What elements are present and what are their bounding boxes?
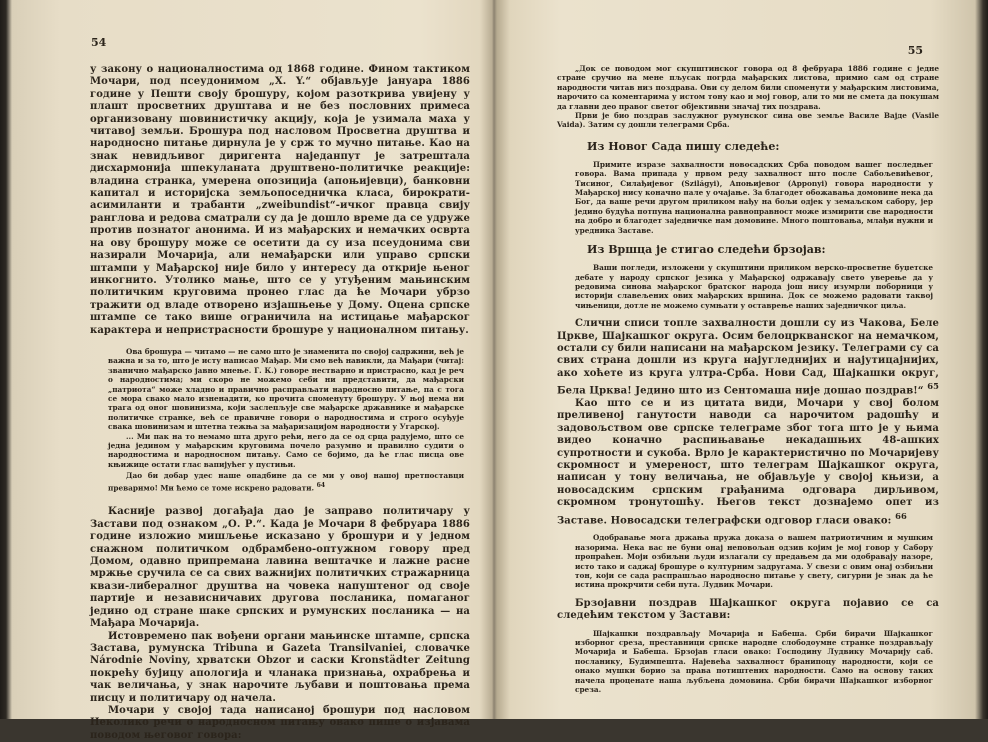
heading-novi-sad: Из Новог Сада пишу следеће: <box>587 139 780 153</box>
paragraph-as-seen-text: Као што се и из цитата види, Мочари у свој болом преливеној ганутости наводи са нарочитом радошћу и задовољством ове српске телеграме због тога што је у њима видео коначно распињавање некадашњих 48-ашких супротности и сукоба. Врло је карактеристично по Мочаријеву скромност и умереност, што телеграм Шајкашког округа, написан у тону величања, не објављује у својој књизи, а новосадским српским грађанима одговара дирљивом, скромном тронутошћу. Његов текст дознајемо опет из Заставе. Новосадски телеграфски одговор гласи овако: <box>557 397 939 526</box>
quote-sajkaska: Шајкашки поздрављају Мочарија и Бабеша. Срби бирачи Шајкашког изборног среза, преставници српске народне слободоумне странке поздрављају Мочарија и Бабеша. Брзојав гласи овако: Господину Лудвику Мочарију саб. посланику, Будимпешта. Најевећа захвалност бранипоцу народности, који се онако мушки борио за права потиштених народности. Само на основу таких начела проценате наша љубљена домовина. Срби бирачи Шајкашког изборног среза. <box>575 628 933 694</box>
left-text-column <box>90 64 470 742</box>
right-page <box>497 0 975 719</box>
paragraph-similar-letters-text: Слични списи топле захвалности дошли су из Чакова, Беле Цркве, Шајкашког округа. Осим белоцркванског на немачком, остали су били написани на мађарском језику. Телеграми су са свих страна дошли из круга најугледнијих и најутицајнијих, ако хоћете из круга ултра-Срба. Нови Сад, Шајкашки округ, Бела Црква! Једино што из Сентомаша није дошао поздрав!“ <box>557 318 939 397</box>
quote-paragraph-3-text: Дао би добар удес наше опадбине да се ми у овој нашој претпоставци преваримо! Ми ћемо се томе искрено радовати. <box>108 471 464 493</box>
page-number-right: 55 <box>907 44 923 57</box>
heading-sajkaska-telegram: Брзојавни поздрав Шајкашког округа појавио се са следећим текстом у Застави: <box>557 597 939 622</box>
quote-paragraph-2: ... Ми пак на то немамо шта друго рећи, него да се од срца радујемо, што се једна једином у мађарским круговима почело разумно и правилно судити о народностима и народносном питању. Само се бојимо, да ће глас писца ове књижице остати глас вапијућег у пустињи. <box>108 431 464 469</box>
right-text-column <box>557 64 939 694</box>
left-page <box>12 0 492 741</box>
paragraph-as-seen <box>557 398 939 527</box>
left-paragraph-3: Истовремено пак вођени органи мањинске штампе, српска Застава, румунска Tribuna и Gazeta Transilvaniei, словачке Národnie Noviny, хрватски Obzor и саски Kronstädter Zeitung покрећу бујицу апологија и чланака признања, охрабрења и чак величања, у знак нарочите љубави и поштовања према писцу и политичару од начела. <box>90 630 470 704</box>
paragraph-vaida: Први је био поздрав заслужног румунског сина ове земље Василе Вајде (Vasile Vaida). Затим су дошли телеграми Срба. <box>557 111 939 130</box>
quote-paragraph-1: Ова брошура — читамо — не само што је знаменита по својој садржини, већ је важна и за то, што је исту написао Мађар. Ми смо већ навикли, да Мађари (читај: званично мађарско јавно мнење. Г. К.) говоре нестварно и пристрасно, кад је реч о народностима; ми скоро не можемо себи ни представити, да мађарски „патриота“ може хладно и правично расправљати народносно питање, па с тога се мора свако мало изненадити, ко прочита споменуту брошуру. У њој нема ни трага од оног шовинизма, који заслепљује све мађарске државнике и мађарске политичке странке, већ се правичне говори о народностима и строго осуђује свака шовинизам и штетна тежња за мађаризацијом народности у Угарској. <box>108 346 464 432</box>
paragraph-similar-letters <box>557 318 939 398</box>
left-quote-block <box>90 347 470 493</box>
footnote-marker-64: 64 <box>316 481 326 489</box>
page-number-left: 54 <box>91 36 107 49</box>
heading-vrsac: Из Вршца је стигао следећи брзојав: <box>587 243 826 257</box>
left-paragraph-1: у закону о националностима од 1868 године. Фином тактиком Мочари, под псеудонимом „X. Y.“ објављује јануара 1886 године у Пешти своју брошуру, којом разоткрива увијену у плашт просветних друштава и не без пословних примеса организовану шовинистичку акцију, која је узимала маха у читавој земљи. Брошура под насловом Просветна друштва и народносно питање дирнула је у срж то мучно питање. Као на знак невидљивог диригента наједанпут је затрештала дисхармонија шпекуланата друштвено-политичке реакције: владина странка, умерена опозиција (апоњијевци), банковни капитал и историјска земљопоседничка класа, бирократи-асимиланти и трабанти „zweibundist“-ичког правца свију ранглова и редова сматрали су да је дошло време да се удруже против познатог анонима. И из мађарских и немачких осврта на ову брошуру може се осетити да су иза псеудонима сви назирали Мочарија, али немађарски или управо српски штампи у Мађарској није било у интересу да открије њеног инкогнито. Утолико мање, што се у утуђеним мањинским политичким круговима пронео глас да ће Мочари убрзо тражити од владе отворено изјашњење у Дому. Оцена српске штампе се тако више ограничила на истицање мађарског карактера и непристрасности брошуре у национaлном питању. <box>90 64 470 336</box>
left-paragraph-2: Касније развој догађаја дао је заправо политичару у Застави под ознаком „О. Р.“. Када је Мочари 8 фебруара 1886 године изложио мишљење исказано у брошури и у једном снажном политичком одбрамбено-оптужном говору пред Домом, одавно припремана лавина вештачке и лажне расне мржње сручила се са свих важнијих политичких стражарница квази-либералног друштва на човека напуштеног од своје партије и независничавих другова посланика, помаганог једино од стране шаке српских и румунских посланика — на Мађара Мочарија. <box>90 506 470 630</box>
quote-speech-reactions: „Док се поводом мог скупштинског говора од 8 фебруара 1886 године с једне стране сручио на мене пљусак погрда мађарских листова, примио сам од стране народности читав низ поздрава. Ови су делом били споменути у мађарским листовима, нарочито са коментарима у истом тону као и мој говор, али то ми не смета да покушам да главни део правог светог објективни значај тих поздрава. <box>557 64 939 111</box>
footnote-marker-66: 66 <box>895 510 907 521</box>
quote-reply-telegram: Одобравање мога држања пружа доказа о вашем патриотичним и мушким назорима. Нека вас не буни онај неповољан одзив којим је мој говор у Сабору пропраћен. Моји озбиљни људи излагали су предањем да ми одобравају назоре, исто тако и саджај брошуре о културним задругама. У свези с овим онај озбиљни тон, који се сада распрашљао народносно питање у свету, сигурни је знак да ће истина прокрчити себи пута. Лудвик Мочари. <box>575 533 933 590</box>
quote-paragraph-3 <box>108 471 464 492</box>
quote-novi-sad: Примите изразе захвалности новосадских Срба поводом вашег последњег говора. Вама припада у првом реду захвалност што после Сабољевићевог, Тисиног, Силађијевог (Szilágyi), Апоњијевог (Apponyi) говора народности у Мађарској нису коначно пале у очајање. За благодет обожавања домовине нека да Бог, да ваше речи другом приликом нађу на бољи одјек у земаљском сабору, јер једино будућа потпуна национална равноправност може измирити све народности на добро и благодет заједничке нам домовине. Много поштовања, млађи нужни и уредника Заставе. <box>575 159 933 235</box>
left-paragraph-4: Мочари у својој тада написаној брошури под насловом Неколико речи о народносном питању овако пише о изјавама поводом његовог говора: <box>90 704 470 741</box>
quote-vrsac: Ваши погледи, изложени у скупштини приликом верско-просветне буџетске дебате у народу српског језика у Мађарској одржавају свето уверење да у редовима синова мађарског братског народа још нису изумрли поборници у историји славељених ових мађарских вршина. Док се можемо радовати таквој чињеници, дотле не можемо сумњати у оставрење наших заједничког циља. <box>575 263 933 310</box>
footnote-marker-65: 65 <box>927 381 939 392</box>
